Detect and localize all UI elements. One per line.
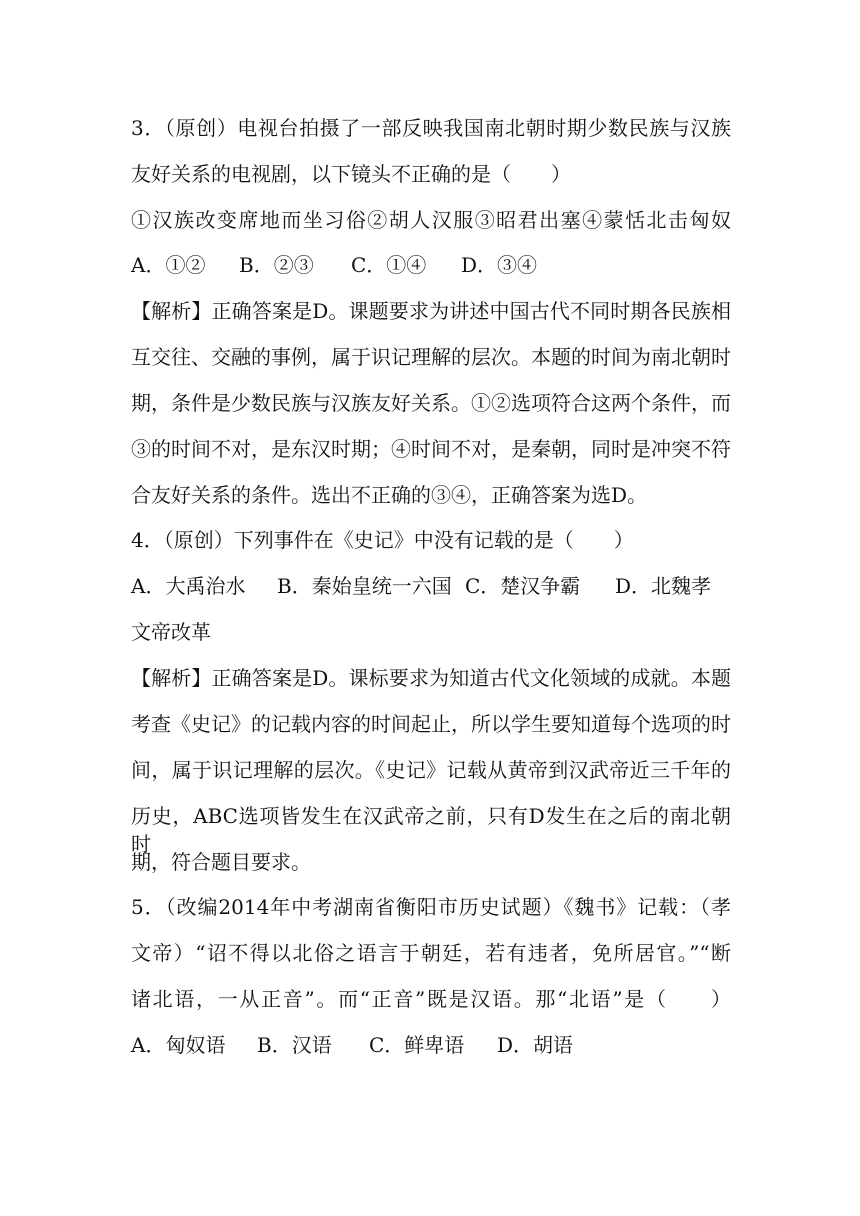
q4-analysis-line-4: 历史，ABC选项皆发生在汉武帝之前，只有D发生在之后的南北朝时: [131, 804, 731, 856]
q3-option-a: A．①②: [131, 253, 206, 277]
q3-options: [131, 251, 731, 279]
q4-option-a: A．大禹治水: [131, 574, 246, 598]
q4-option-c: C．楚汉争霸: [465, 574, 581, 598]
q4-options: [131, 572, 731, 600]
q5-stem-line-1: 5．（改编2014年中考湖南省衡阳市历史试题）《魏书》记载：（孝: [131, 895, 731, 919]
q3-statements: ①汉族改变席地而坐习俗②胡人汉服③昭君出塞④蒙恬北击匈奴: [131, 208, 731, 232]
q3-stem-line-1: 3．（原创）电视台拍摄了一部反映我国南北朝时期少数民族与汉族: [131, 116, 731, 140]
q4-stem: 4．（原创）下列事件在《史记》中没有记载的是（ ）: [131, 528, 634, 552]
q5-stem-line-3: 诸北语，一从正音”。而“正音”既是汉语。那“北语”是（ ）: [131, 987, 731, 1011]
q3-analysis-line-5: 合友好关系的条件。选出不正确的③④，正确答案为选D。: [131, 483, 648, 507]
q4-option-d: D．北魏孝: [615, 574, 712, 598]
q3-option-d: D．③④: [461, 253, 538, 277]
q3-stem-line-2: 友好关系的电视剧，以下镜头不正确的是（ ）: [131, 162, 571, 186]
q4-analysis-line-3: 间，属于识记理解的层次。《史记》记载从黄帝到汉武帝近三千年的: [131, 758, 731, 782]
q5-stem-line-2: 文帝）“诏不得以北俗之语言于朝廷，若有违者，免所居官。”“断: [131, 941, 731, 965]
q5-option-c: C．鲜卑语: [369, 1033, 465, 1057]
q3-analysis-line-3: 期，条件是少数民族与汉族友好关系。①②选项符合这两个条件，而: [131, 391, 731, 415]
q5-option-b: B．汉语: [257, 1033, 332, 1057]
q5-options: [131, 1031, 731, 1059]
q4-option-d-continued: 文帝改革: [131, 620, 211, 644]
q5-option-d: D．胡语: [497, 1033, 574, 1057]
q4-option-b: B．秦始皇统一六国: [277, 574, 452, 598]
q5-option-a: A．匈奴语: [131, 1033, 226, 1057]
q3-option-b: B．②③: [239, 253, 314, 277]
q3-option-c: C．①④: [351, 253, 427, 277]
q3-analysis-line-1: 【解析】正确答案是D。课题要求为讲述中国古代不同时期各民族相: [131, 299, 731, 323]
q4-analysis-line-5: 期，符合题目要求。: [131, 850, 311, 874]
q3-analysis-line-4: ③的时间不对，是东汉时期；④时间不对，是秦朝，同时是冲突不符: [131, 437, 731, 461]
q3-analysis-line-2: 互交往、交融的事例，属于识记理解的层次。本题的时间为南北朝时: [131, 345, 731, 369]
q4-analysis-line-2: 考查《史记》的记载内容的时间起止，所以学生要知道每个选项的时: [131, 712, 731, 736]
q4-analysis-line-1: 【解析】正确答案是D。课标要求为知道古代文化领域的成就。本题: [131, 666, 731, 690]
